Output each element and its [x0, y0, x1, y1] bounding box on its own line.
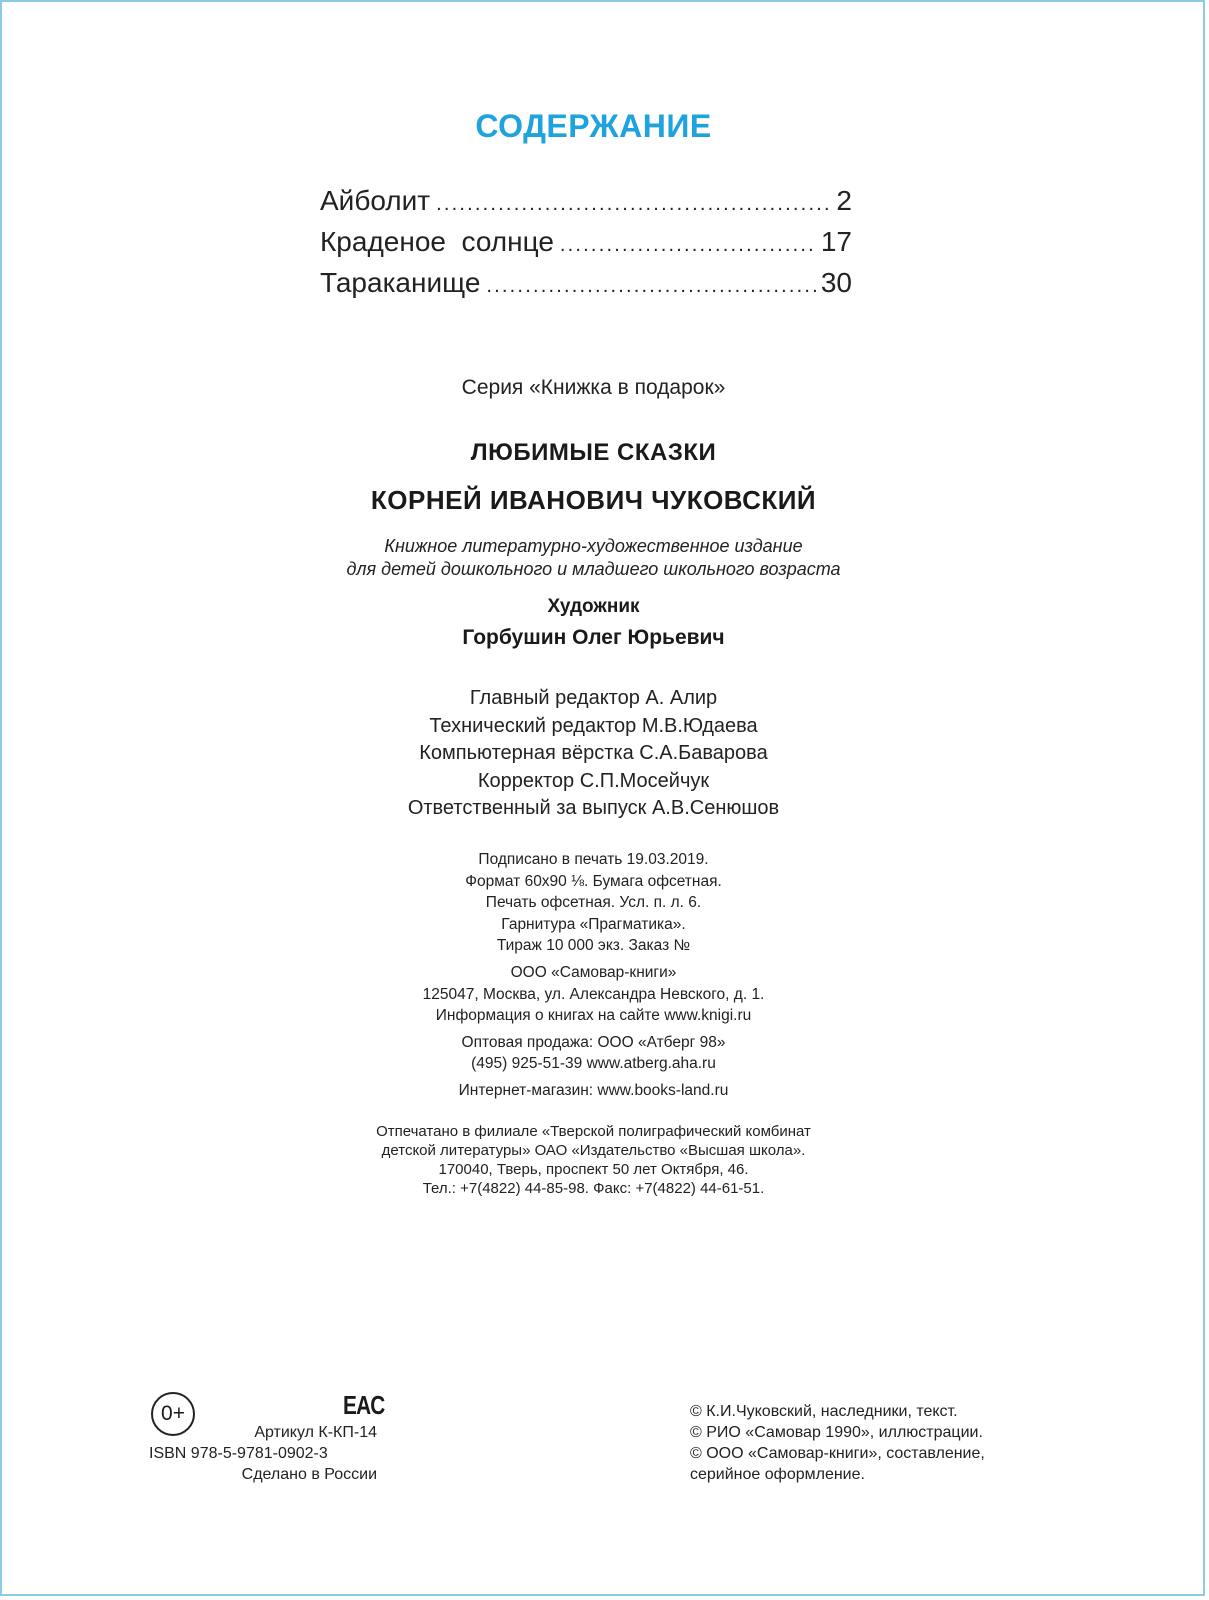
online-store-line: Интернет-магазин: www.books-land.ru	[458, 1081, 729, 1099]
edition-description	[2, 535, 1185, 581]
toc-leader-dots	[486, 268, 816, 305]
product-info	[149, 1422, 377, 1485]
wholesale-line: (495) 925-51-39 www.atberg.aha.ru	[471, 1055, 716, 1073]
staff-line: Главный редактор А. Алир	[469, 687, 718, 709]
toc-entry-page: 2	[836, 185, 852, 216]
publisher-line: ООО «Самовар-книги»	[510, 963, 677, 981]
description-line: для детей дошкольного и младшего школьного возраста	[346, 559, 841, 579]
copyright-line: © РИО «Самовар 1990», иллюстрации.	[690, 1424, 983, 1441]
printer-line: Отпечатано в филиале «Тверской полиграфический комбинат	[376, 1123, 811, 1140]
artist-label: Художник	[547, 596, 640, 617]
printer-line: 170040, Тверь, проспект 50 лет Октября, 46.	[438, 1161, 749, 1178]
wholesale-line: Оптовая продажа: ООО «Атберг 98»	[461, 1033, 726, 1051]
table-of-contents	[320, 182, 852, 305]
staff-line: Ответственный за выпуск А.В.Сенюшов	[407, 797, 780, 819]
copyright-notice	[690, 1401, 1050, 1485]
series-name: Серия «Книжка в подарок»	[461, 376, 726, 399]
imprint-line: Тираж 10 000 экз. Заказ №	[496, 937, 691, 955]
staff-line: Компьютерная вёрстка С.А.Баварова	[419, 742, 768, 764]
printer-line: Тел.: +7(4822) 44-85-98. Факс: +7(4822) 44-61-51.	[422, 1180, 765, 1197]
staff-line: Корректор С.П.Мосейчук	[477, 769, 710, 792]
artist-name: Горбушин Олег Юрьевич	[462, 626, 725, 649]
imprint-line: Печать офсетная. Усл. п. л. 6.	[485, 894, 702, 912]
isbn: ISBN 978-5-9781-0902-3	[149, 1445, 328, 1462]
toc-entry	[320, 223, 852, 264]
toc-entry-page: 30	[820, 267, 852, 298]
author-name: КОРНЕЙ ИВАНОВИЧ ЧУКОВСКИЙ	[370, 485, 817, 515]
print-details	[2, 849, 1185, 1102]
description-line: Книжное литературно-художественное издание	[384, 536, 803, 556]
printer-line: детской литературы» ОАО «Издательство «Высшая школа».	[381, 1142, 806, 1159]
copyright-line: © К.И.Чуковский, наследники, текст.	[690, 1403, 958, 1420]
age-rating-badge: 0+	[151, 1392, 195, 1436]
copyright-line: серийное оформление.	[690, 1466, 865, 1483]
toc-leader-dots	[436, 186, 832, 223]
toc-entry-title: Тараканище	[320, 267, 481, 298]
toc-leader-dots	[560, 227, 817, 264]
publisher-line: 125047, Москва, ул. Александра Невского, д. 1.	[422, 985, 765, 1003]
toc-entry-title: Айболит	[320, 185, 431, 216]
book-title: ЛЮБИМЫЕ СКАЗКИ	[470, 439, 717, 466]
eac-certification-icon: EAC	[343, 1390, 385, 1420]
imprint-line: Подписано в печать 19.03.2019.	[478, 851, 709, 868]
country-of-origin: Сделано в России	[241, 1466, 377, 1483]
editorial-staff	[2, 685, 1185, 823]
toc-entry-page: 17	[820, 226, 852, 257]
toc-entry-title: Краденое солнце	[320, 226, 554, 257]
copyright-line: © ООО «Самовар-книги», составление,	[690, 1445, 985, 1462]
publisher-line: Информация о книгах на сайте www.knigi.ru	[435, 1007, 752, 1025]
staff-line: Технический редактор М.В.Юдаева	[429, 714, 758, 737]
toc-title: СОДЕРЖАНИЕ	[475, 108, 712, 144]
imprint-line: Гарнитура «Прагматика».	[501, 915, 686, 933]
printer-info	[2, 1122, 1185, 1198]
toc-entry	[320, 182, 852, 223]
article-number: Артикул К-КП-14	[254, 1424, 377, 1441]
imprint-line: Формат 60х90 ⅛. Бумага офсетная.	[465, 872, 722, 890]
toc-entry	[320, 264, 852, 305]
